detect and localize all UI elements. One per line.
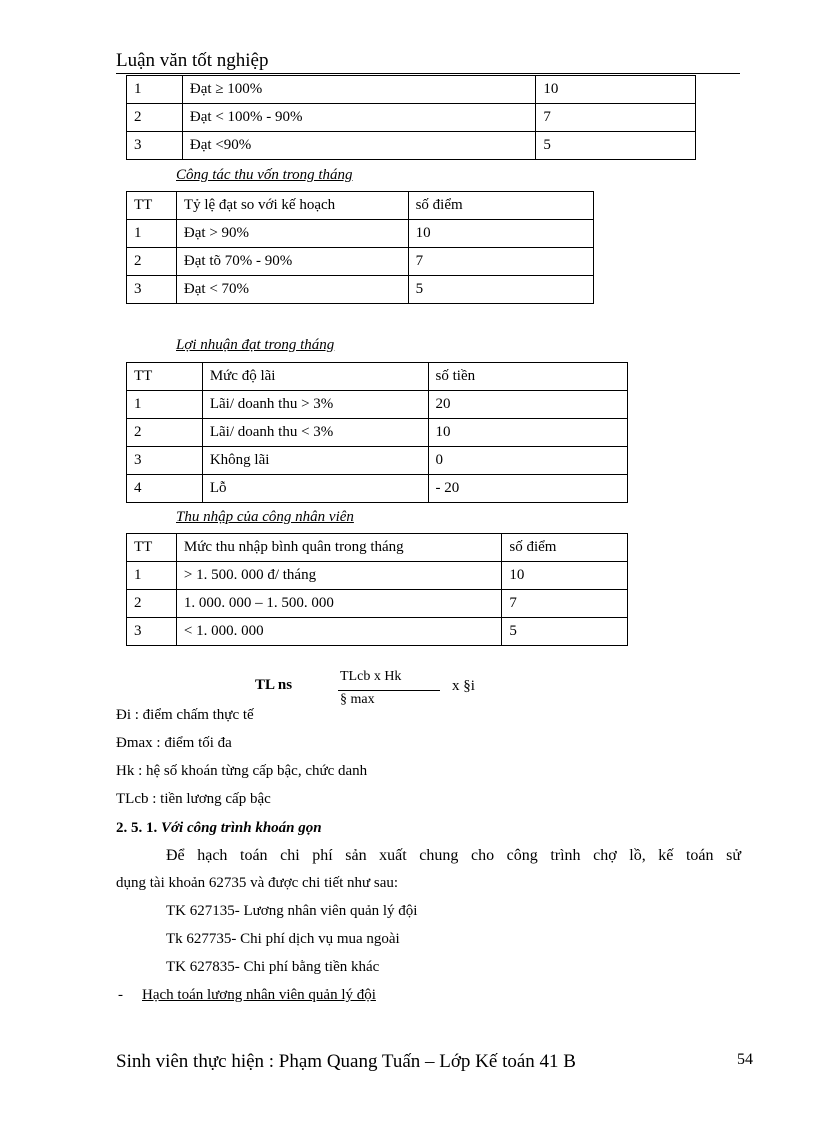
formula-numerator: TLcb x Hk: [340, 669, 402, 684]
table-row: [127, 562, 628, 590]
section-heading: [116, 820, 322, 837]
table-cell: Đạt < 70%: [176, 276, 408, 304]
table-cell: 1: [127, 220, 177, 248]
table-cell: 7: [408, 248, 593, 276]
table-cell: 10: [408, 220, 593, 248]
table-cell: 10: [428, 419, 627, 447]
table-header-cell: Mức độ lãi: [202, 363, 428, 391]
bullet-item: Hạch toán lương nhân viên quản lý đội: [142, 987, 376, 1003]
table-header-cell: TT: [127, 534, 177, 562]
section-number: 2. 5. 1.: [116, 820, 158, 836]
table-cell: 2: [127, 248, 177, 276]
table-header-row: [127, 534, 628, 562]
header-divider: [116, 73, 740, 74]
table-cell: Lãi/ doanh thu < 3%: [202, 419, 428, 447]
formula-rhs: x §i: [452, 678, 475, 694]
table-cell: Đạt tõ 70% - 90%: [176, 248, 408, 276]
account-item: Tk 627735- Chi phí dịch vụ mua ngoài: [166, 931, 400, 947]
bullet-dash: -: [118, 987, 123, 1003]
table-row: [127, 447, 628, 475]
table-cell: < 1. 000. 000: [176, 618, 501, 646]
table-cell: Đạt > 90%: [176, 220, 408, 248]
table-header-cell: Tỷ lệ đạt so với kế hoạch: [176, 192, 408, 220]
table-cell: 2: [127, 419, 203, 447]
table-row: [127, 248, 594, 276]
page-header-title: Luận văn tốt nghiệp: [116, 50, 269, 71]
table-row: [127, 76, 696, 104]
capital-collection-table: [126, 191, 594, 304]
section-title: Với công trình khoán gọn: [161, 820, 322, 836]
score-table-1: [126, 75, 696, 160]
definition-line: Đmax : điểm tối đa: [116, 735, 232, 751]
page-number: 54: [737, 1051, 753, 1068]
table-cell: - 20: [428, 475, 627, 503]
table-cell: 3: [127, 132, 183, 160]
definition-line: Đi : điểm chấm thực tế: [116, 707, 254, 723]
table-row: [127, 220, 594, 248]
table-cell: > 1. 500. 000 đ/ tháng: [176, 562, 501, 590]
table-header-cell: TT: [127, 192, 177, 220]
table-cell: 7: [536, 104, 696, 132]
table-header-cell: Mức thu nhập bình quân trong tháng: [176, 534, 501, 562]
table-cell: 3: [127, 447, 203, 475]
table-cell: Không lãi: [202, 447, 428, 475]
table-cell: 10: [536, 76, 696, 104]
table-cell: 3: [127, 618, 177, 646]
table-cell: 1: [127, 76, 183, 104]
table-header-row: [127, 363, 628, 391]
table-row: [127, 618, 628, 646]
table-cell: Đạt ≥ 100%: [182, 76, 535, 104]
table3-caption: Lợi nhuận đạt trong tháng: [176, 337, 335, 353]
table-header-cell: số điểm: [502, 534, 628, 562]
footer-author: Sinh viên thực hiện : Phạm Quang Tuấn – Lớp Kế toán 41 B: [116, 1051, 576, 1072]
table-cell: 1: [127, 562, 177, 590]
table-cell: 1. 000. 000 – 1. 500. 000: [176, 590, 501, 618]
table-header-row: [127, 192, 594, 220]
table-cell: Lỗ: [202, 475, 428, 503]
table-cell: 3: [127, 276, 177, 304]
formula-lhs: TL ns: [255, 677, 293, 693]
table-header-cell: số điểm: [408, 192, 593, 220]
formula-denominator: § max: [340, 692, 375, 707]
table-cell: 5: [536, 132, 696, 160]
table4-caption: Thu nhập của công nhân viên: [176, 509, 354, 525]
table-cell: Đạt < 100% - 90%: [182, 104, 535, 132]
account-item: TK 627835- Chi phí bằng tiền khác: [166, 959, 380, 975]
table-cell: 0: [428, 447, 627, 475]
table-cell: Đạt <90%: [182, 132, 535, 160]
table-row: [127, 419, 628, 447]
table-cell: 10: [502, 562, 628, 590]
table-cell: 20: [428, 391, 627, 419]
table-row: [127, 104, 696, 132]
table-header-cell: TT: [127, 363, 203, 391]
table-cell: 5: [408, 276, 593, 304]
definition-line: TLcb : tiền lương cấp bậc: [116, 791, 271, 807]
account-item: TK 627135- Lương nhân viên quản lý đội: [166, 903, 418, 919]
table-cell: 5: [502, 618, 628, 646]
definition-line: Hk : hệ số khoán từng cấp bậc, chức danh: [116, 763, 368, 779]
table-row: [127, 276, 594, 304]
table-cell: 1: [127, 391, 203, 419]
profit-table: [126, 362, 628, 503]
paragraph-line-2: dụng tài khoản 62735 và được chi tiết như sau:: [116, 875, 399, 891]
table-cell: 2: [127, 590, 177, 618]
table-cell: 2: [127, 104, 183, 132]
table-header-cell: số tiền: [428, 363, 627, 391]
table2-caption: Công tác thu vốn trong tháng: [176, 167, 353, 183]
table-row: [127, 590, 628, 618]
table-row: [127, 132, 696, 160]
income-table: [126, 533, 628, 646]
table-cell: 7: [502, 590, 628, 618]
table-row: [127, 475, 628, 503]
table-cell: Lãi/ doanh thu > 3%: [202, 391, 428, 419]
fraction-bar: [338, 690, 440, 691]
table-row: [127, 391, 628, 419]
paragraph-line-1: Để hạch toán chi phí sản xuất chung cho công trình chợ lồ, kế toán sử: [166, 847, 741, 864]
table-cell: 4: [127, 475, 203, 503]
